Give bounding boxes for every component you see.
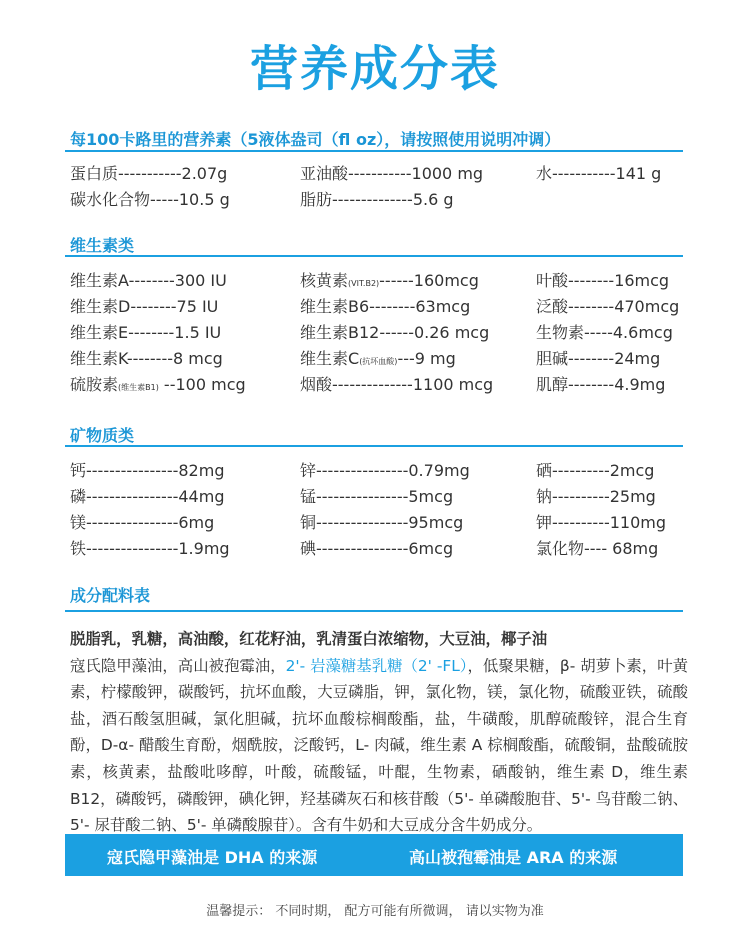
ingredients-text xyxy=(70,626,688,839)
vitamin-b6: 维生素B6--------63mcg xyxy=(300,297,471,316)
vitamin-e: 维生素E--------1.5 IU xyxy=(70,323,222,342)
value: ------160mcg xyxy=(379,271,479,290)
ara-source: 高山被孢霉油是 ARA 的来源 xyxy=(409,848,618,867)
phosphorus: 磷----------------44mg xyxy=(70,487,225,506)
per-serving-heading: 每100卡路里的营养素（5液体盎司（fl oz），请按照使用说明冲调） xyxy=(70,130,561,149)
table-row xyxy=(70,346,690,372)
label: 维生素C xyxy=(300,349,360,368)
ingredients-lead: 脱脂乳，乳糖，高油酸，红花籽油，乳清蛋白浓缩物，大豆油，椰子油 xyxy=(70,630,548,648)
minerals-heading: 矿物质类 xyxy=(70,426,135,445)
sodium: 钠----------25mg xyxy=(536,487,656,506)
magnesium: 镁----------------6mg xyxy=(70,513,215,532)
value: ---9 mg xyxy=(397,349,456,368)
inositol: 肌醇--------4.9mg xyxy=(536,375,666,394)
nutrient-water: 水-----------141 g xyxy=(536,164,662,183)
manganese: 锰----------------5mcg xyxy=(300,487,454,506)
niacin: 烟酸--------------1100 mcg xyxy=(300,375,494,394)
label: 硫胺素 xyxy=(70,375,119,394)
label-note: (维生素B1) xyxy=(118,383,159,392)
table-row xyxy=(70,458,690,484)
biotin: 生物素-----4.6mcg xyxy=(536,323,673,342)
ingredients-highlight: 2'- 岩藻糖基乳糖（2' -FL） xyxy=(285,656,468,675)
divider xyxy=(65,255,683,257)
iodine: 碘----------------6mcg xyxy=(300,539,454,558)
folic-acid: 叶酸--------16mcg xyxy=(536,271,670,290)
pantothenic-acid: 泛酸--------470mcg xyxy=(536,297,680,316)
ingredients-part: 寇氏隐甲藻油，高山被孢霉油， xyxy=(70,656,286,675)
nutrient-linoleic-acid: 亚油酸-----------1000 mg xyxy=(300,164,484,183)
vitamins-heading: 维生素类 xyxy=(70,236,135,255)
table-row xyxy=(70,161,690,187)
vitamin-b2 xyxy=(300,268,479,291)
vitamin-b12: 维生素B12------0.26 mcg xyxy=(300,323,490,342)
choline: 胆碱--------24mg xyxy=(536,349,661,368)
table-row xyxy=(70,320,690,346)
zinc: 锌----------------0.79mg xyxy=(300,461,470,480)
vitamin-a: 维生素A--------300 IU xyxy=(70,271,227,290)
source-banner xyxy=(65,834,683,876)
table-row xyxy=(70,372,690,398)
table-row xyxy=(70,187,690,213)
dha-source: 寇氏隐甲藻油是 DHA 的来源 xyxy=(107,848,318,867)
table-row xyxy=(70,268,690,294)
vitamin-k: 维生素K--------8 mcg xyxy=(70,349,223,368)
divider xyxy=(65,610,683,612)
vitamin-d: 维生素D--------75 IU xyxy=(70,297,219,316)
footer-note: 温馨提示： 不同时期， 配方可能有所微调， 请以实物为准 xyxy=(206,904,544,919)
label-note: (VIT.B2) xyxy=(348,279,380,288)
ingredients-part: ，低聚果糖，β- 胡萝卜素，叶黄素，柠檬酸钾，碳酸钙，抗坏血酸，大豆磷脂，钾，氯化物，镁，氯化物，硫酸亚铁，硫酸盐，酒石酸氢胆碱，氯化胆碱，抗坏血酸棕榈酸酯，盐，牛磺酸，肌醇硫酸锌，混合生育酚，D-α- 醋酸生育酚，烟酰胺，泛酸钙，L- 肉碱，维生素 A 棕榈酸酯，硫酸铜，盐酸硫胺素，核黄素，盐酸吡哆醇，叶酸，硫酸锰，叶醌，生物素，硒酸钠，维生素 D，维生素 B12，磷酸钙，磷酸钾，碘化钾，羟基磷灰石和核苷酸（5'- 单磷酸胞苷、5'- 鸟苷酸二钠、5'- 尿苷酸二钠、5'- 单磷酸腺苷）。含有牛奶和大豆成分含牛奶成分。 xyxy=(70,656,688,835)
table-row xyxy=(70,294,690,320)
selenium: 硒----------2mcg xyxy=(536,461,655,480)
iron: 铁----------------1.9mg xyxy=(70,539,230,558)
page-title: 营养成分表 xyxy=(249,41,500,97)
table-row xyxy=(70,510,690,536)
thiamine xyxy=(70,372,246,395)
value: --100 mcg xyxy=(158,375,246,394)
potassium: 钾----------110mg xyxy=(536,513,667,532)
vitamin-c xyxy=(300,346,456,369)
nutrient-carbohydrate: 碳水化合物-----10.5 g xyxy=(70,190,230,209)
divider xyxy=(65,445,683,447)
table-row xyxy=(70,484,690,510)
table-row xyxy=(70,536,690,562)
label: 核黄素 xyxy=(300,271,349,290)
label-note: (抗坏血酸) xyxy=(359,357,398,366)
nutrient-protein: 蛋白质-----------2.07g xyxy=(70,164,228,183)
divider xyxy=(65,150,683,152)
nutrient-fat: 脂肪--------------5.6 g xyxy=(300,190,454,209)
calcium: 钙----------------82mg xyxy=(70,461,225,480)
ingredients-heading: 成分配料表 xyxy=(70,586,151,605)
chloride: 氯化物---- 68mg xyxy=(536,539,659,558)
copper: 铜----------------95mcg xyxy=(300,513,464,532)
